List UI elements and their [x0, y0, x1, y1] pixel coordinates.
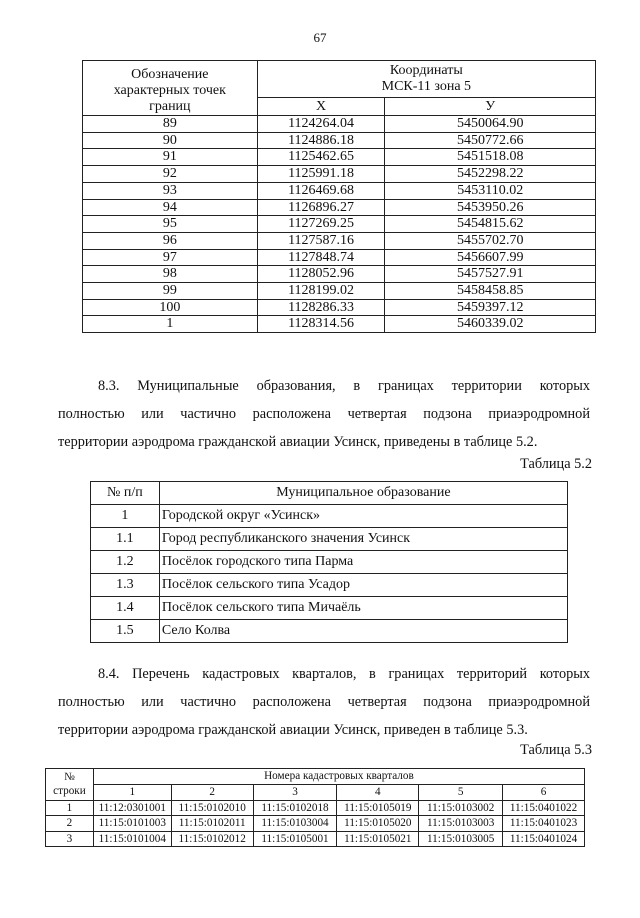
table-cell: 1: [91, 505, 160, 528]
column-number: 4: [337, 785, 419, 801]
table-cell: 95: [83, 216, 258, 233]
header-number: № п/п: [91, 482, 160, 505]
table-cell: Село Колва: [159, 620, 567, 643]
cadastral-quarters-table: [45, 768, 585, 847]
table-cell: 93: [83, 182, 258, 199]
table-cell: 5454815.62: [385, 216, 596, 233]
header-row-number: [46, 769, 94, 801]
table-cell: 1126896.27: [257, 199, 385, 216]
table-cell: 11:15:0102010: [171, 800, 253, 816]
table-row: [46, 816, 585, 832]
table-cell: 1.2: [91, 551, 160, 574]
table-row: [91, 597, 568, 620]
table-row: [83, 249, 596, 266]
table-cell: 5455702.70: [385, 232, 596, 249]
table-cell: 5459397.12: [385, 299, 596, 316]
table-cell: 11:15:0102012: [171, 831, 253, 847]
table-row: [46, 831, 585, 847]
table-cell: 1127848.74: [257, 249, 385, 266]
header-point-line-2: характерных точек: [113, 83, 226, 98]
table-cell: 1127269.25: [257, 216, 385, 233]
header-point-line-1: Обозначение: [131, 67, 209, 82]
table-cell: 1: [83, 316, 258, 333]
table-cell: 5450772.66: [385, 132, 596, 149]
cadastral-quarters-body: [46, 800, 585, 847]
table-cell: Город республиканского значения Усинск: [159, 528, 567, 551]
table-cell: 3: [46, 831, 94, 847]
header-point-line-3: границ: [149, 99, 191, 114]
table-cell: 5452298.22: [385, 166, 596, 183]
municipal-formations-table: [90, 481, 568, 643]
header-x: Х: [257, 98, 385, 116]
paragraph-line: полностью или частично расположена четвертая подзона приаэродромной: [58, 694, 590, 710]
header-cadastral-numbers: Номера кадастровых кварталов: [93, 769, 584, 785]
table-row: [91, 620, 568, 643]
header-y: У: [385, 98, 596, 116]
table-cell: 1.1: [91, 528, 160, 551]
paragraph-line: 8.3. Муниципальные образования, в границах территории которых: [98, 378, 590, 394]
table-cell: 1.4: [91, 597, 160, 620]
paragraph-line: полностью или частично расположена четвертая подзона приаэродромной: [58, 406, 590, 422]
column-number: 3: [253, 785, 337, 801]
table-cell: 11:15:0401023: [503, 816, 585, 832]
table-cell: 98: [83, 266, 258, 283]
column-number: 2: [171, 785, 253, 801]
table-cell: 11:15:0401022: [503, 800, 585, 816]
table-cell: 11:15:0105001: [253, 831, 337, 847]
table-cell: 1127587.16: [257, 232, 385, 249]
table-cell: 1.3: [91, 574, 160, 597]
table-cell: Посёлок сельского типа Мичаёль: [159, 597, 567, 620]
table-cell: 5460339.02: [385, 316, 596, 333]
table-cell: Посёлок сельского типа Усадор: [159, 574, 567, 597]
table-row: [83, 216, 596, 233]
table-cell: 99: [83, 283, 258, 300]
table-cell: 5451518.08: [385, 149, 596, 166]
table-cell: 11:15:0103004: [253, 816, 337, 832]
table-cell: 1128199.02: [257, 283, 385, 300]
header-municipal-formation: Муниципальное образование: [159, 482, 567, 505]
table-cell: 1128052.96: [257, 266, 385, 283]
header-coordinates-line-2: МСК-11 зона 5: [381, 79, 472, 94]
table-cell: 11:15:0103005: [419, 831, 503, 847]
table-cell: 2: [46, 816, 94, 832]
coordinates-table-body: [83, 116, 596, 333]
paragraph-line: 8.4. Перечень кадастровых кварталов, в границах территорий которых: [98, 666, 590, 682]
table-cell: 89: [83, 116, 258, 133]
table-row: [91, 505, 568, 528]
table-row: [83, 299, 596, 316]
table-row: [91, 574, 568, 597]
paragraph-line: территории аэродрома гражданской авиации Усинск, приведены в таблице 5.2.: [58, 434, 538, 450]
paragraph-line: территории аэродрома гражданской авиации Усинск, приведен в таблице 5.3.: [58, 722, 528, 738]
column-number: 1: [93, 785, 171, 801]
header-coordinates: [257, 61, 595, 98]
table-cell: 5450064.90: [385, 116, 596, 133]
table-cell: 91: [83, 149, 258, 166]
column-numbers-row: [46, 785, 585, 801]
table-cell: 5457527.91: [385, 266, 596, 283]
table-row: [46, 800, 585, 816]
table-row: [83, 232, 596, 249]
table-cell: 11:15:0401024: [503, 831, 585, 847]
table-row: [83, 149, 596, 166]
paragraph-8-4: [58, 660, 590, 744]
table-row: [83, 182, 596, 199]
municipal-formations-body: [91, 505, 568, 643]
table-cell: 1126469.68: [257, 182, 385, 199]
table-cell: 1128314.56: [257, 316, 385, 333]
header-row-number-line-1: №: [64, 771, 75, 784]
table-row: [83, 283, 596, 300]
table-cell: 11:15:0105020: [337, 816, 419, 832]
table-row: [83, 199, 596, 216]
table-cell: 1124886.18: [257, 132, 385, 149]
table-cell: 5453950.26: [385, 199, 596, 216]
table-cell: 11:15:0105021: [337, 831, 419, 847]
header-coordinates-line-1: Координаты: [389, 63, 463, 78]
table-cell: 11:15:0101004: [93, 831, 171, 847]
table-cell: 11:15:0101003: [93, 816, 171, 832]
table-cell: Городской округ «Усинск»: [159, 505, 567, 528]
coordinates-table: [82, 60, 596, 333]
table-cell: 11:15:0102018: [253, 800, 337, 816]
table-cell: 11:15:0102011: [171, 816, 253, 832]
table-cell: 5458458.85: [385, 283, 596, 300]
page-number: 67: [313, 30, 327, 45]
table-cell: 100: [83, 299, 258, 316]
table-cell: 1: [46, 800, 94, 816]
header-point-designation: [83, 61, 258, 116]
table-cell: 92: [83, 166, 258, 183]
table-cell: 1125462.65: [257, 149, 385, 166]
table-row: [83, 316, 596, 333]
table-cell: 11:15:0105019: [337, 800, 419, 816]
table-cell: 1124264.04: [257, 116, 385, 133]
table-row: [83, 266, 596, 283]
table-row: [83, 116, 596, 133]
table-caption-5-3: Таблица 5.3: [520, 742, 592, 758]
table-caption-5-2: Таблица 5.2: [520, 456, 592, 472]
table-cell: 11:15:0103002: [419, 800, 503, 816]
column-number: 6: [503, 785, 585, 801]
table-row: [91, 551, 568, 574]
paragraph-8-3: [58, 372, 590, 456]
table-cell: 1.5: [91, 620, 160, 643]
table-cell: 96: [83, 232, 258, 249]
table-row: [83, 132, 596, 149]
table-cell: 90: [83, 132, 258, 149]
column-number: 5: [419, 785, 503, 801]
table-cell: 11:12:0301001: [93, 800, 171, 816]
table-cell: 5453110.02: [385, 182, 596, 199]
table-cell: 5456607.99: [385, 249, 596, 266]
table-cell: 1125991.18: [257, 166, 385, 183]
table-row: [91, 528, 568, 551]
table-cell: 1128286.33: [257, 299, 385, 316]
table-cell: Посёлок городского типа Парма: [159, 551, 567, 574]
table-cell: 97: [83, 249, 258, 266]
header-row-number-line-2: строки: [53, 785, 86, 798]
table-cell: 94: [83, 199, 258, 216]
table-cell: 11:15:0103003: [419, 816, 503, 832]
table-row: [83, 166, 596, 183]
